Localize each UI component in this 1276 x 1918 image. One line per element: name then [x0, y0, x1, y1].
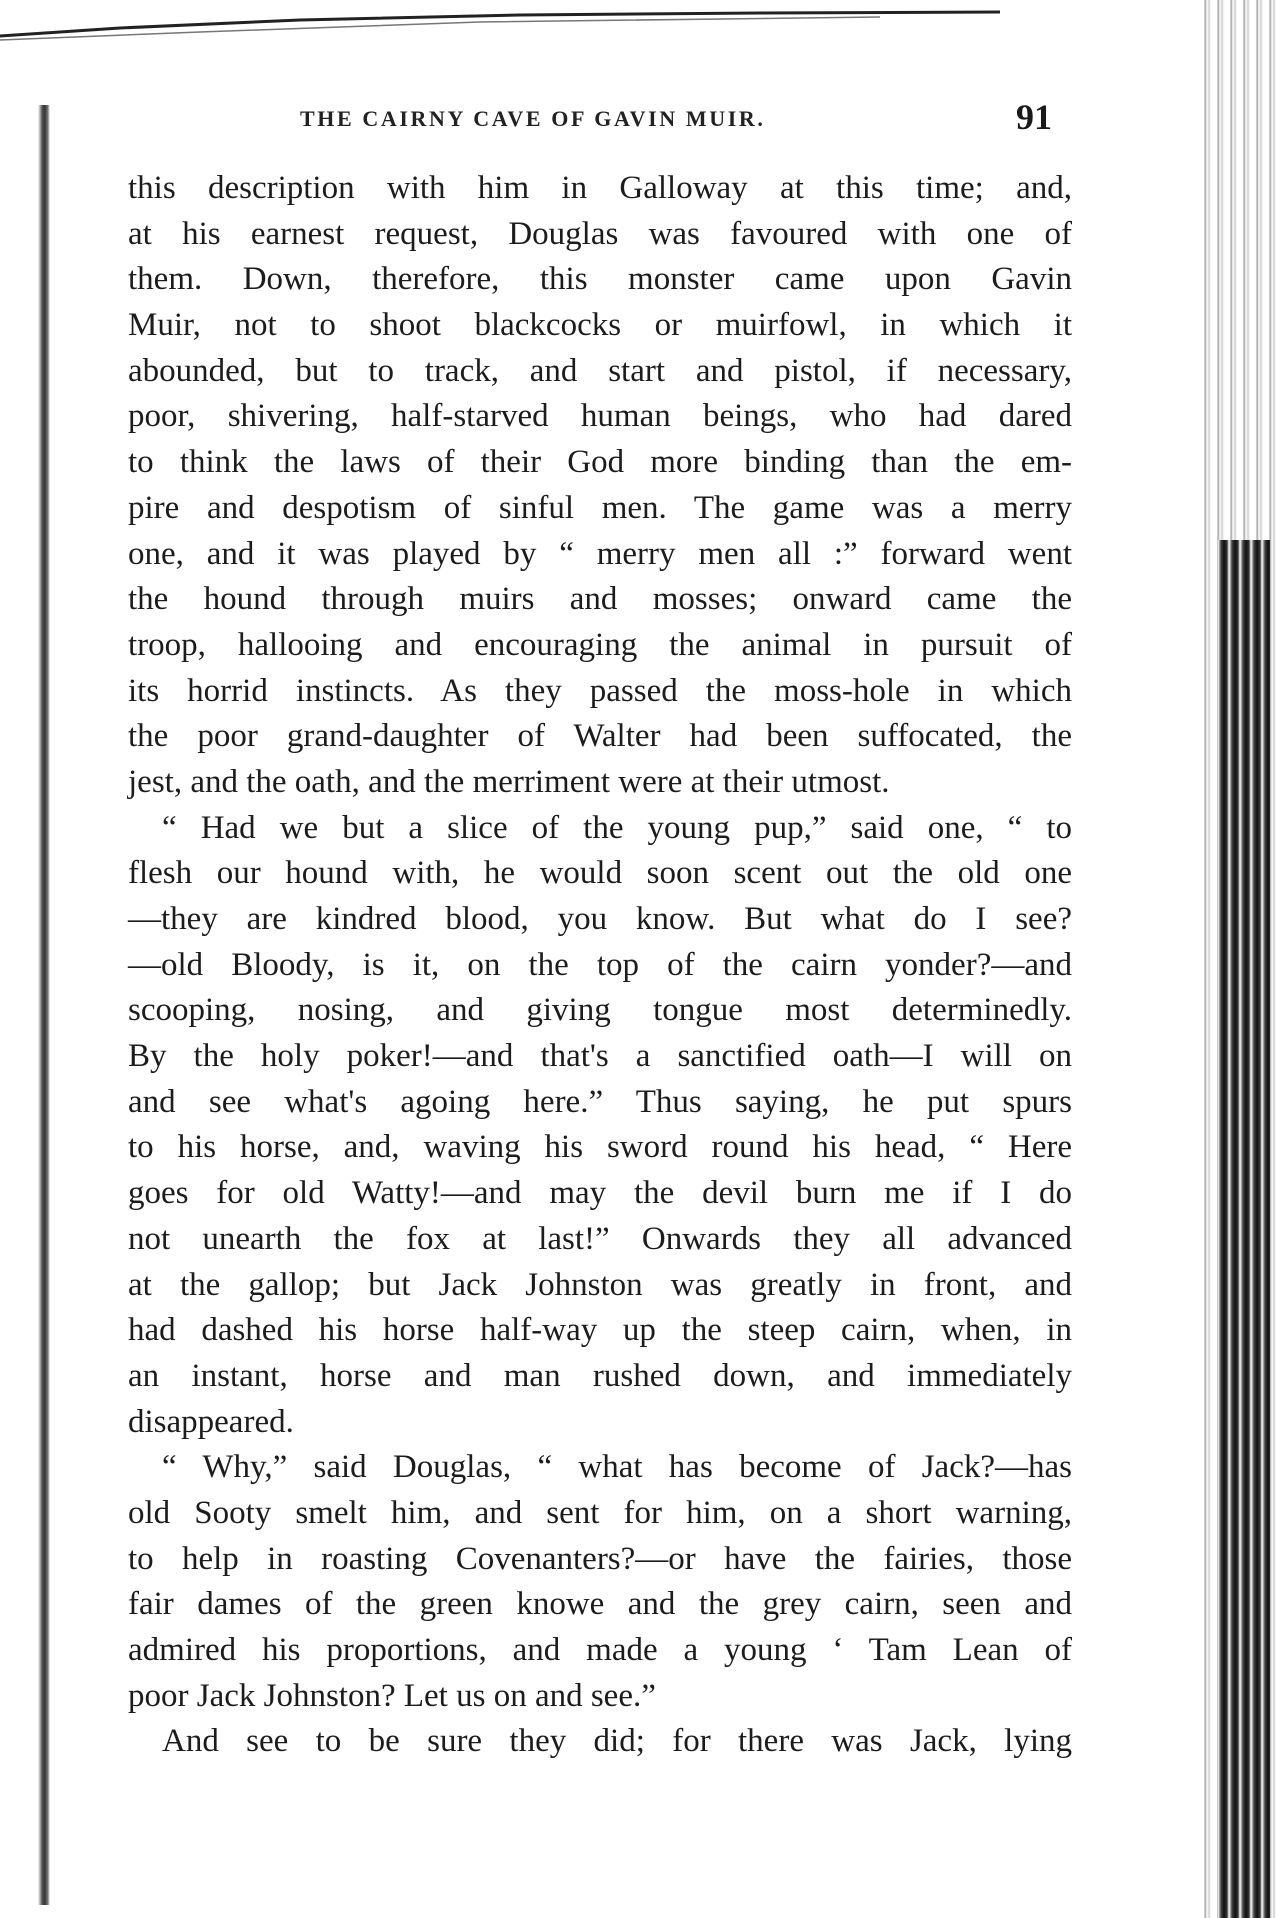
text-line: the hound through muirs and mosses; onward came the: [128, 581, 1072, 618]
text-line: to his horse, and, waving his sword round his head, “ Here: [128, 1129, 1072, 1166]
body-text: [128, 166, 1072, 1765]
text-line: goes for old Watty!—and may the devil burn me if I do: [128, 1175, 1072, 1212]
text-line: By the holy poker!—and that's a sanctified oath—I will on: [128, 1038, 1072, 1075]
text-line: scooping, nosing, and giving tongue most determinedly.: [128, 992, 1072, 1029]
text-line: disappeared.: [128, 1403, 294, 1440]
text-line: flesh our hound with, he would soon scent out the old one: [128, 855, 1072, 892]
text-line: —old Bloody, is it, on the top of the cairn yonder?—and: [128, 946, 1072, 983]
text-line: not unearth the fox at last!” Onwards they all advanced: [128, 1220, 1072, 1257]
text-line: Muir, not to shoot blackcocks or muirfowl, in which it: [128, 307, 1072, 344]
text-line: pire and despotism of sinful men. The game was a merry: [128, 489, 1072, 526]
text-line: an instant, horse and man rushed down, and immediately: [128, 1357, 1072, 1394]
text-line: —they are kindred blood, you know. But what do I see?: [128, 901, 1072, 937]
page-header: [0, 96, 1276, 140]
page-number: 91: [1016, 97, 1052, 137]
top-page-edge: [0, 6, 1000, 46]
text-line: admired his proportions, and made a young ‘ Tam Lean of: [128, 1632, 1072, 1668]
right-page-edges-shadow: [1218, 540, 1270, 1918]
text-line: had dashed his horse half-way up the steep cairn, when, in: [128, 1312, 1072, 1349]
text-line: “ Had we but a slice of the young pup,” said one, “ to: [162, 809, 1072, 846]
left-binding-edge: [38, 105, 50, 1905]
text-line: at his earnest request, Douglas was favoured with one of: [128, 215, 1072, 252]
text-line: fair dames of the green knowe and the grey cairn, seen and: [128, 1586, 1072, 1623]
text-line: and see what's agoing here.” Thus saying, he put spurs: [128, 1083, 1072, 1120]
text-line: “ Why,” said Douglas, “ what has become of Jack?—has: [162, 1449, 1072, 1486]
text-line: at the gallop; but Jack Johnston was greatly in front, and: [128, 1266, 1072, 1303]
text-line: poor, shivering, half-starved human beings, who had dared: [128, 398, 1072, 435]
text-line: the poor grand-daughter of Walter had been suffocated, the: [128, 718, 1072, 755]
text-line: jest, and the oath, and the merriment were at their utmost.: [128, 763, 890, 800]
text-line: to help in roasting Covenanters?—or have the fairies, those: [128, 1540, 1072, 1577]
text-line: them. Down, therefore, this monster came upon Gavin: [128, 261, 1072, 298]
text-line: this description with him in Galloway at this time; and,: [128, 170, 1072, 206]
text-line: And see to be sure they did; for there was Jack, lying: [162, 1723, 1072, 1760]
text-line: abounded, but to track, and start and pistol, if necessary,: [128, 352, 1072, 389]
text-line: troop, hallooing and encouraging the animal in pursuit of: [128, 626, 1072, 663]
text-line: its horrid instincts. As they passed the moss-hole in which: [128, 672, 1072, 709]
text-line: to think the laws of their God more binding than the em-: [128, 444, 1072, 481]
text-line: old Sooty smelt him, and sent for him, on a short warning,: [128, 1494, 1072, 1531]
text-line: poor Jack Johnston? Let us on and see.”: [128, 1677, 656, 1714]
text-line: one, and it was played by “ merry men all :” forward went: [128, 535, 1072, 572]
running-head: THE CAIRNY CAVE OF GAVIN MUIR.: [300, 106, 766, 131]
